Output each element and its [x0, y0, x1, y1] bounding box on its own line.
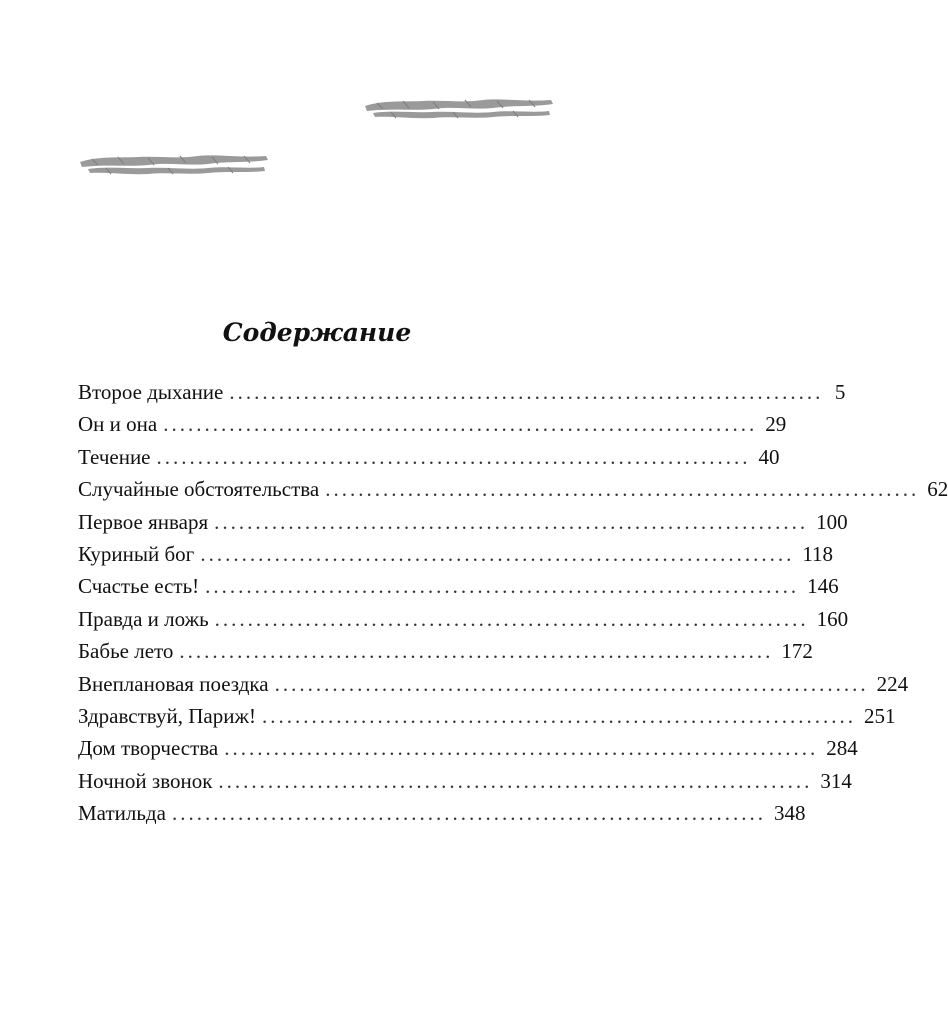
toc-entry[interactable]: [78, 801, 806, 833]
toc-entry[interactable]: [78, 412, 787, 444]
toc-entry-page: 172: [781, 639, 813, 664]
toc-entry-page: 118: [802, 541, 834, 566]
dot-leader: ........................................................................: [171, 801, 766, 826]
toc-entry-title: Второе дыхание: [78, 380, 224, 404]
page-title: Содержание: [222, 318, 412, 347]
toc-entry-title: Первое января: [78, 509, 209, 534]
dot-leader: ........................................................................: [156, 444, 751, 469]
dot-leader: ........................................................................: [205, 574, 800, 599]
toc-entry-title: Здравствуй, Париж!: [78, 703, 256, 728]
toc-entry-page: 224: [876, 671, 909, 696]
toc-entry-page: 40: [758, 444, 780, 469]
dot-leader: ........................................................................: [200, 541, 795, 566]
toc-entry[interactable]: [78, 541, 834, 574]
toc-entry-page: 160: [816, 606, 849, 631]
dot-leader: ........................................................................: [163, 412, 758, 437]
toc-entry[interactable]: [78, 380, 846, 412]
toc-entry-page: 62: [927, 477, 948, 502]
toc-entry-page: 251: [863, 703, 896, 728]
toc-entry[interactable]: [78, 444, 780, 477]
toc-entry-title: Счастье есть!: [78, 574, 200, 599]
dot-leader: ........................................................................: [218, 768, 813, 793]
toc-entry-title: Внеплановая поездка: [78, 671, 269, 696]
toc-entry[interactable]: [78, 768, 852, 801]
dot-leader: ........................................................................: [229, 380, 824, 404]
dot-leader: ........................................................................: [214, 606, 809, 631]
toc-entry-page: 284: [826, 736, 858, 761]
brush-stroke-icon: [363, 94, 555, 122]
dot-leader: ........................................................................: [325, 477, 920, 502]
dot-leader: ........................................................................: [214, 509, 809, 534]
toc-entry[interactable]: [78, 574, 839, 606]
dot-leader: ........................................................................: [274, 671, 869, 696]
toc-entry-title: Куриный бог: [78, 541, 195, 566]
toc-entry[interactable]: [78, 736, 858, 768]
toc-entry-title: Дом творчества: [78, 736, 219, 761]
dot-leader: ........................................................................: [179, 639, 774, 664]
toc-entry-title: Бабье лето: [78, 639, 174, 664]
toc-entry-page: 146: [807, 574, 839, 599]
toc-entry-page: 100: [816, 509, 848, 534]
toc-entry[interactable]: [78, 477, 948, 509]
toc-entry-title: Случайные обстоятельства: [78, 477, 320, 502]
toc-entry-title: Течение: [78, 444, 151, 469]
toc-entry[interactable]: [78, 671, 909, 704]
toc-entry[interactable]: [78, 703, 896, 736]
table-of-contents: [78, 380, 948, 833]
toc-entry-title: Он и она: [78, 412, 158, 437]
toc-entry-page: 348: [773, 801, 806, 826]
toc-entry-title: Ночной звонок: [78, 768, 213, 793]
toc-entry[interactable]: [78, 639, 813, 671]
brush-stroke-icon: [78, 150, 270, 178]
dot-leader: ........................................................................: [224, 736, 819, 761]
toc-entry-title: Правда и ложь: [78, 606, 209, 631]
toc-entry[interactable]: [78, 606, 849, 639]
toc-entry-page: 29: [765, 412, 787, 437]
toc-entry-page: 314: [820, 768, 852, 793]
toc-entry[interactable]: [78, 509, 848, 542]
toc-entry-title: Матильда: [78, 801, 166, 826]
toc-entry-page: 5: [834, 380, 846, 404]
dot-leader: ........................................................................: [261, 703, 856, 728]
